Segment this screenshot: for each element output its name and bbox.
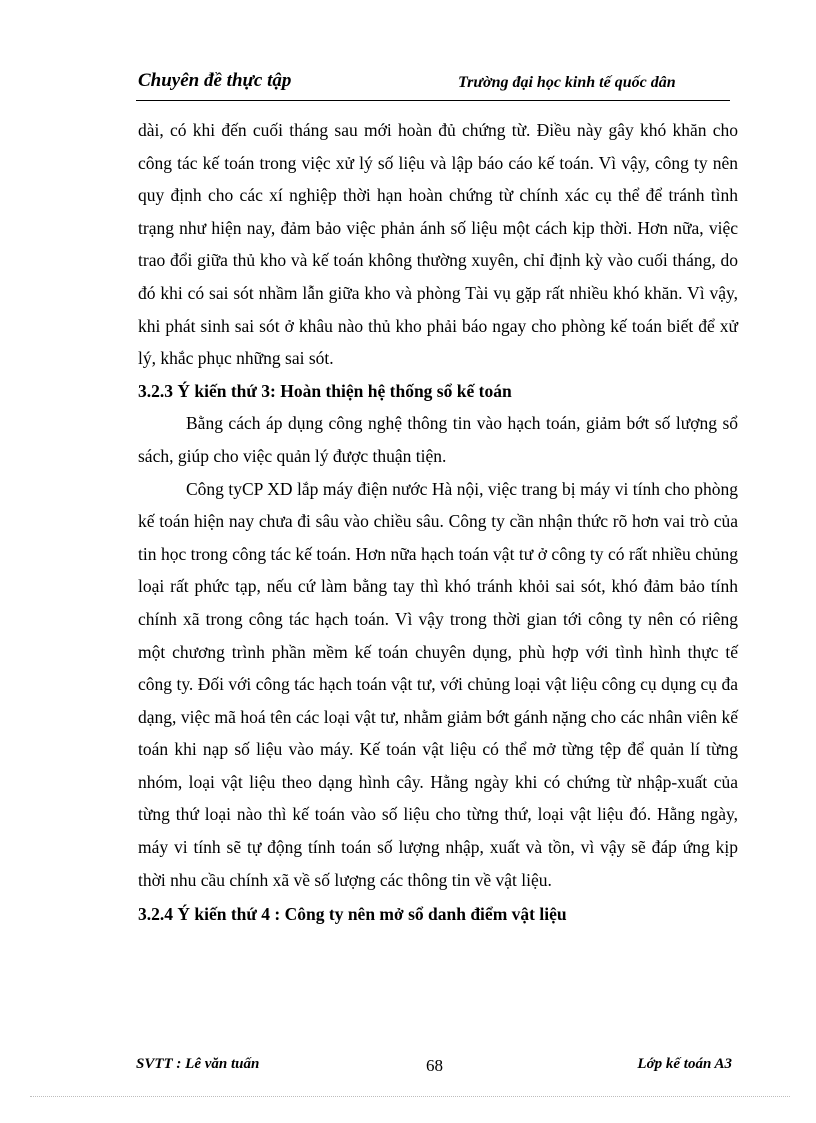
paragraph-3: Công tyCP XD lắp máy điện nước Hà nội, việc trang bị máy vi tính cho phòng kế toán hiện nay chưa đi sâu vào chiều sâu. Công ty cần nhận thức rõ hơn vai trò của tin học trong công tác kế toán. Hơn nữa hạch toán vật tư ở công ty có rất nhiều chủng loại rất phức tạp, nếu cứ làm bằng tay thì khó tránh khỏi sai sót, khó đảm bảo tính chính xã trong công tác hạch toán. Vì vậy trong thời gian tới công ty nên có riêng một chương trình phần mềm kế toán chuyên dụng, phù hợp với tình hình thực tế công ty. Đối với công tác hạch toán vật tư, với chủng loại vật liệu công cụ dụng cụ đa dạng, việc mã hoá tên các loại vật tư, nhằm giảm bớt gánh nặng cho các nhân viên kế toán khi nạp số liệu vào máy. Kế toán vật liệu có thể mở từng tệp để quản lí từng nhóm, loại vật liệu theo dạng hình cây. Hằng ngày khi có chứng từ nhập-xuất của từng thứ loại nào thì kế toán vào số liệu cho từng thứ, loại vật liệu đó. Hằng ngày, máy vi tính sẽ tự động tính toán số lượng nhập, xuất và tồn, vì vậy sẽ đáp ứng kịp thời nhu cầu chính xã về số lượng các thông tin về vật liệu.: [138, 478, 738, 890]
section-heading-3-2-3: 3.2.3 Ý kiến thứ 3: Hoàn thiện hệ thống sổ kế toán: [138, 380, 512, 401]
page-bottom-divider: [30, 1096, 790, 1097]
section-heading-3-2-4: 3.2.4 Ý kiến thứ 4 : Công ty nên mở sổ danh điểm vật liệu: [138, 904, 567, 925]
paragraph-2: Bằng cách áp dụng công nghệ thông tin vào hạch toán, giảm bớt số lượng sổ sách, giúp cho việc quản lý được thuận tiện.: [138, 413, 738, 466]
running-header: [136, 66, 730, 101]
footer-class: Lớp kế toán A3: [637, 1056, 732, 1072]
header-left-title: Chuyên đề thực tập: [138, 70, 292, 91]
page-footer: [136, 1056, 736, 1080]
page-number: 68: [426, 1056, 443, 1075]
paragraph-1: dài, có khi đến cuối tháng sau mới hoàn đủ chứng từ. Điều này gây khó khăn cho công tác kế toán trong việc xử lý số liệu và lập báo cáo kế toán. Vì vậy, công ty nên quy định cho các xí nghiệp thời hạn hoàn chứng từ chính xác cụ thể để tránh tình trạng như hiện nay, đảm bảo việc phản ánh số liệu một cách kịp thời. Hơn nữa, việc trao đổi giữa thủ kho và kế toán không thường xuyên, chỉ định kỳ vào cuối tháng, do đó khi có sai sót nhầm lẫn giữa kho và phòng Tài vụ gặp rất nhiều khó khăn. Vì vậy, khi phát sinh sai sót ở khâu nào thủ kho phải báo ngay cho phòng kế toán biết để xử lý, khắc phục những sai sót.: [138, 120, 738, 369]
header-right-title: Trường đại học kinh tế quốc dân: [458, 74, 676, 91]
footer-author: SVTT : Lê văn tuấn: [136, 1056, 260, 1072]
body-text: [138, 114, 738, 931]
